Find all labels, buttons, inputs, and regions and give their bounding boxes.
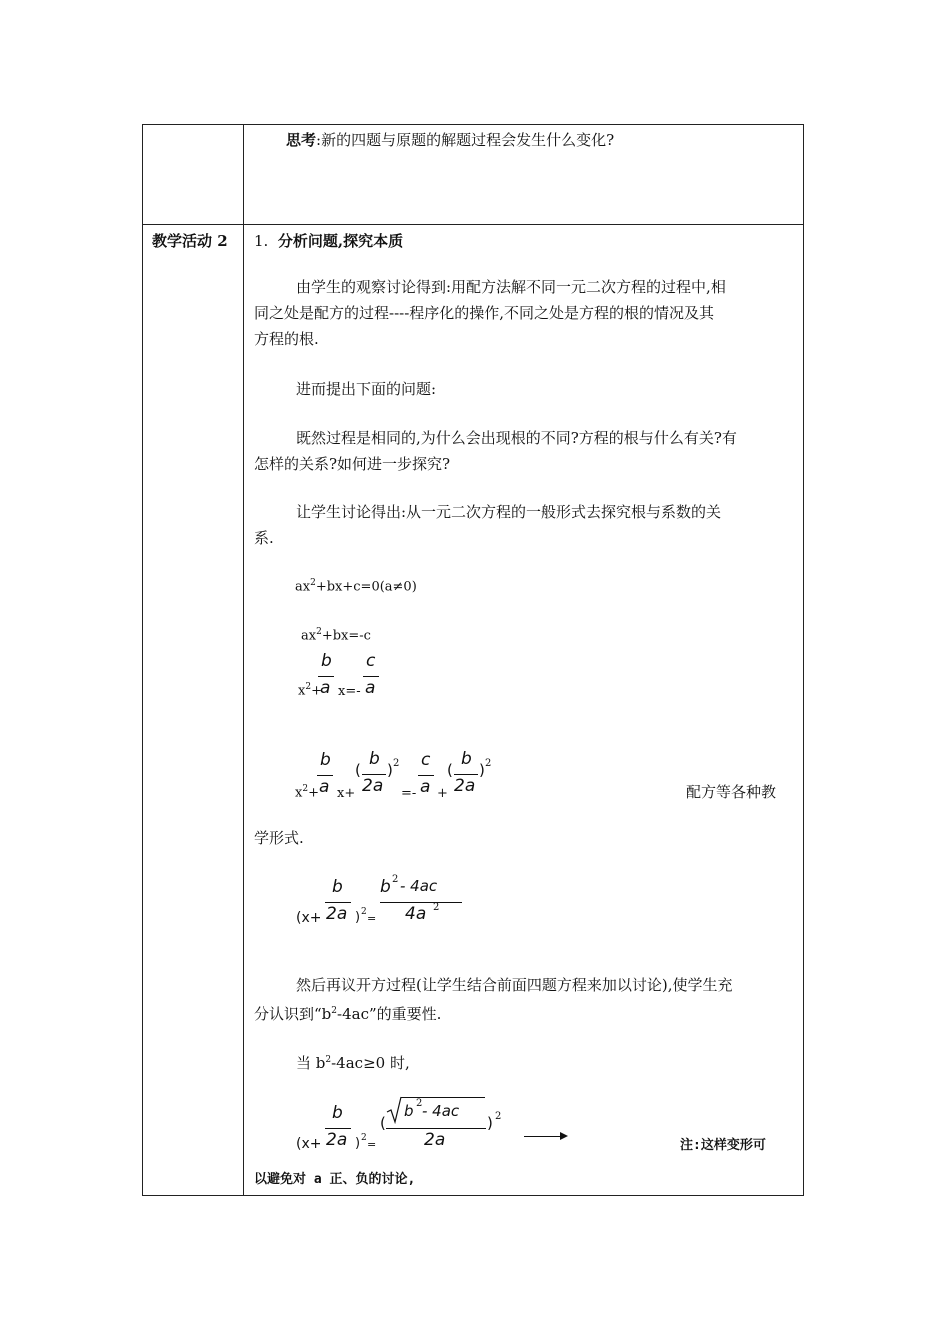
p5-part-b: -4ac”的重要性. [337, 1005, 442, 1023]
eq1-exponent: 2 [310, 578, 316, 588]
eq3-exponent: 2 [305, 682, 312, 692]
paragraph-5-line-2 [254, 998, 441, 1027]
sqrt-icon [386, 1096, 402, 1124]
think-text: :新的四题与原题的解题过程会发生什么变化? [316, 131, 615, 149]
arrow-line [524, 1136, 562, 1137]
eq6-square: 2 [361, 1133, 367, 1143]
paragraph-4-line-1: 让学生讨论得出:从一元二次方程的一般形式去探究根与系数的关 [296, 503, 722, 521]
eq3-frac2-num: c [366, 651, 376, 671]
p6-part-b: -4ac≥0 时, [331, 1054, 410, 1072]
eq4-exponent: 2 [302, 784, 309, 794]
heading-text: 分析问题,探究本质 [277, 232, 404, 250]
eq4-continued-text: 学形式. [254, 829, 304, 847]
eq6-outer-square: 2 [495, 1111, 502, 1122]
eq6-frac-den: 2a [326, 1130, 348, 1150]
eq6-disc-exp: 2 [416, 1098, 423, 1109]
eq6-lead: (x+ [296, 1136, 322, 1152]
eq5-disc-den: 4a [405, 904, 427, 924]
section-heading [254, 228, 403, 254]
eq4-frac1-bar [317, 775, 333, 776]
eq2-part-a: ax [301, 628, 317, 644]
arrow-right-icon [560, 1132, 568, 1140]
p5-part-a: 分认识到“b [254, 1005, 332, 1023]
paragraph-4-line-2: 系. [254, 529, 274, 547]
row-divider [142, 224, 804, 225]
note-line-1: 注:这样变形可 [680, 1138, 766, 1153]
eq4-paren-close: ) [387, 761, 393, 779]
eq3-frac1-den: a [320, 678, 331, 698]
eq2-exponent: 2 [316, 627, 322, 637]
eq5-lead: (x+ [296, 910, 322, 926]
eq4-trailing-text: 配方等各种教 [686, 783, 777, 801]
eq5-disc-b: b [380, 877, 391, 897]
eq4-frac3-den: a [420, 777, 431, 797]
eq4-paren-open2: ( [447, 761, 453, 779]
eq4-plus2: + [437, 786, 448, 801]
eq1-part-a: ax [295, 579, 311, 595]
eq6-paren-close: ) [487, 1114, 493, 1132]
eq4-equals: =- [401, 786, 417, 801]
eq4-frac4-num: b [461, 749, 472, 769]
eq6-frac-num: b [332, 1103, 343, 1123]
eq4-frac4-den: 2a [454, 776, 476, 796]
eq6-main-bar [386, 1128, 486, 1129]
paragraph-1-line-1: 由学生的观察讨论得到:用配方法解不同一元二次方程的过程中,相 [296, 278, 726, 296]
eq6-paren-open: ( [380, 1114, 386, 1132]
p5-exponent: 2 [331, 1006, 338, 1016]
paragraph-5-line-1: 然后再议开方过程(让学生结合前面四题方程来加以讨论),使学生充 [296, 976, 733, 994]
eq2-part-b: +bx=-c [321, 628, 371, 644]
paragraph-2: 进而提出下面的问题: [296, 380, 437, 398]
eq5-frac-num: b [332, 877, 343, 897]
eq5-disc-bar [380, 902, 462, 903]
eq5-frac-bar [325, 902, 351, 903]
eq4-frac2-bar [362, 774, 386, 775]
sqrt-vinculum [401, 1097, 485, 1098]
eq4-square2: 2 [485, 758, 492, 769]
eq6-main-den: 2a [424, 1130, 446, 1150]
eq5-disc-rest: - 4ac [400, 877, 438, 895]
think-line [286, 127, 614, 153]
eq5-equals: = [367, 912, 377, 925]
eq1-part-b: +bx+c=0(a≠0) [315, 579, 417, 595]
eq4-frac3-bar [418, 775, 434, 776]
eq5-frac-den: 2a [326, 904, 348, 924]
eq4-paren-close2: ) [479, 761, 485, 779]
column-divider [243, 124, 244, 1196]
eq4-frac1-num: b [320, 750, 331, 770]
activity-label: 教学活动 2 [152, 232, 228, 250]
eq4-square1: 2 [393, 758, 400, 769]
eq5-den-exp: 2 [433, 902, 440, 913]
paragraph-3-line-2: 怎样的关系?如何进一步探究? [254, 455, 451, 473]
eq4-paren-open: ( [355, 761, 361, 779]
eq3-plus: + [311, 683, 322, 699]
eq3-middle: x=- [338, 684, 361, 699]
eq5-square: 2 [361, 907, 367, 917]
eq5-disc-exp: 2 [392, 874, 399, 885]
think-label: 思考 [286, 131, 317, 149]
p6-exponent: 2 [325, 1055, 332, 1065]
p6-part-a: 当 b [296, 1054, 326, 1072]
eq4-x: x [295, 785, 303, 801]
eq3-frac1-bar [318, 676, 334, 677]
eq6-disc-rest: - 4ac [422, 1102, 460, 1120]
eq4-frac2-den: 2a [362, 776, 384, 796]
eq6-equals: = [367, 1138, 377, 1151]
eq4-frac1-den: a [319, 777, 330, 797]
eq6-close: ) [355, 1136, 361, 1151]
eq4-frac3-num: c [421, 750, 431, 770]
paragraph-6 [296, 1047, 410, 1076]
equation-general-form [295, 578, 417, 594]
eq6-disc-b: b [404, 1102, 414, 1120]
note-line-2: 以避免对 a 正、负的讨论, [254, 1172, 416, 1187]
paragraph-1-line-3: 方程的根. [254, 330, 319, 348]
eq4-frac4-bar [454, 774, 478, 775]
eq3-x: x [298, 683, 306, 699]
equation-move-constant [301, 627, 371, 643]
eq4-frac2-num: b [369, 749, 380, 769]
eq6-frac-bar [325, 1128, 351, 1129]
eq3-frac1-num: b [321, 651, 332, 671]
eq4-plus: + [308, 785, 319, 801]
eq3-frac2-den: a [365, 678, 376, 698]
paragraph-3-line-1: 既然过程是相同的,为什么会出现根的不同?方程的根与什么有关?有 [296, 429, 737, 447]
eq5-close: ) [355, 910, 361, 925]
paragraph-1-line-2: 同之处是配方的过程----程序化的操作,不同之处是方程的根的情况及其 [254, 304, 715, 322]
heading-number: 1. [254, 232, 269, 250]
eq4-xplus: x+ [337, 786, 356, 801]
eq3-frac2-bar [363, 676, 379, 677]
